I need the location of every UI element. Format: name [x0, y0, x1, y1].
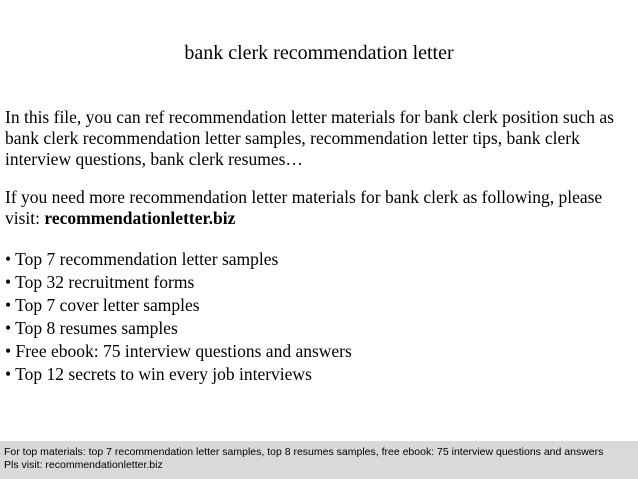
list-item: • Top 12 secrets to win every job interviews	[5, 364, 312, 384]
visit-paragraph-text: If you need more recommendation letter materials for bank clerk as following, please visit:	[5, 187, 603, 228]
visit-paragraph	[5, 187, 635, 229]
footer-banner	[0, 441, 638, 479]
intro-paragraph: In this file, you can ref recommendation letter materials for bank clerk position such as bank clerk recommendation letter samples, recommendation letter tips, bank clerk interview questions, bank clerk resumes…	[5, 107, 614, 169]
materials-list	[5, 248, 635, 386]
list-item: • Top 8 resumes samples	[5, 318, 178, 338]
page-title: bank clerk recommendation letter	[184, 42, 454, 64]
recommendationletter-link[interactable]: recommendationletter.biz	[44, 208, 236, 228]
list-item: • Top 7 cover letter samples	[5, 295, 200, 315]
footer-line-visit: Pls visit: recommendationletter.biz	[4, 459, 163, 471]
list-item: • Free ebook: 75 interview questions and answers	[5, 341, 352, 361]
list-item: • Top 32 recruitment forms	[5, 272, 195, 292]
footer-line-materials: For top materials: top 7 recommendation letter samples, top 8 resumes samples, free ebook: 75 interview questions and answers	[4, 446, 604, 458]
list-item: • Top 7 recommendation letter samples	[5, 249, 279, 269]
